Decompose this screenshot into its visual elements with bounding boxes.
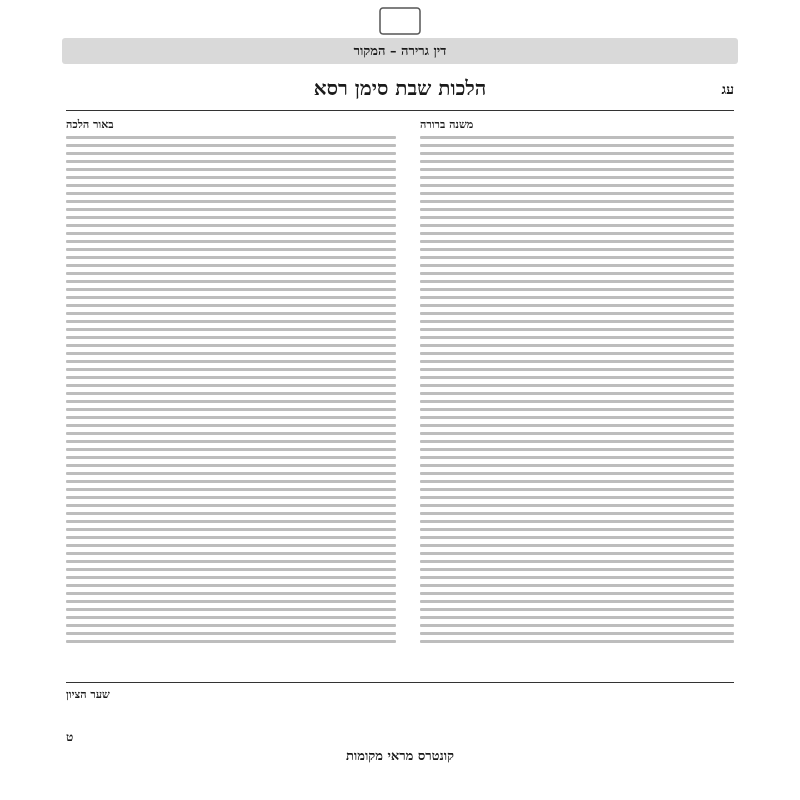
beur-halacha-body — [66, 136, 396, 676]
mishna-berura-header: משנה ברורה — [420, 118, 474, 131]
beur-halacha-header: באור הלכה — [66, 118, 114, 131]
topic-banner — [62, 38, 738, 64]
page-number: עג — [721, 82, 734, 98]
banner-text: דין גרירה – המקור — [353, 44, 447, 59]
bottom-divider — [66, 682, 734, 683]
footer-page-letter: ט — [66, 730, 74, 744]
shaar-hatziyun-header: שער הציון — [66, 688, 110, 701]
section-title: הלכות שבת סימן רסא — [313, 76, 487, 100]
footer-title: קונטרס מראי מקומות — [346, 749, 454, 764]
mishna-berura-body — [420, 136, 734, 676]
title-row — [66, 76, 734, 106]
publisher-logo — [374, 4, 426, 38]
title-divider — [66, 110, 734, 111]
